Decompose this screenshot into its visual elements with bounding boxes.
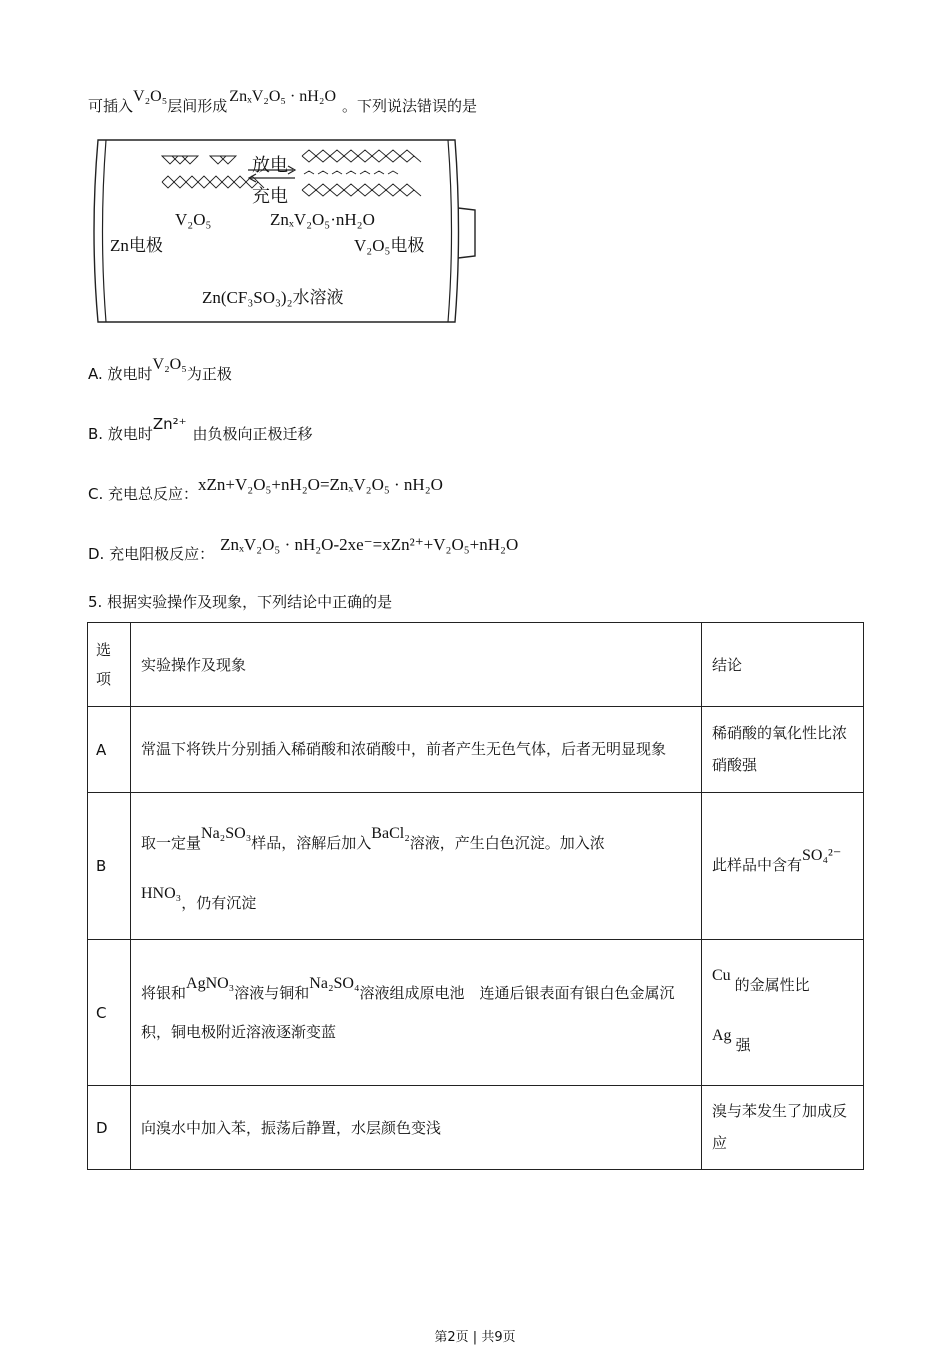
diagram-znx-label: ZnₓV₂O₅·nH₂O [270,210,375,229]
row-c-key: C [88,940,131,1086]
row-c-concl-formula-2: Ag [712,1026,732,1044]
diagram-v2o5-label: V₂O₅ [175,210,212,229]
option-b-prefix: B. 放电时 [88,425,153,443]
row-c-op-text-3: 溶液组成原电池 连通后银表面有银白色金属沉积，铜电极附近溶液逐渐变蓝 [141,984,675,1041]
header-operation: 实验操作及现象 [131,623,702,707]
row-c-conclusion [702,940,864,1086]
option-d-prefix: D. 充电阳极反应： [88,545,215,563]
diagram-v2o5-electrode-label: V₂O₅电极 [354,236,425,255]
intro-text-2: 层间形成 [167,97,228,115]
diagram-zn-electrode-label: Zn电极 [110,236,163,255]
option-b-formula: Zn²⁺ [152,415,187,433]
option-a-suffix: 为正极 [186,365,232,383]
table-row [88,1086,864,1170]
row-d-key: D [88,1086,131,1170]
row-b-key: B [88,793,131,940]
intro-text-1: 可插入 [88,97,134,115]
option-c [88,475,443,504]
row-b-op-text-3: 溶液，产生白色沉淀。加入浓 [409,834,605,853]
row-c-op-formula-2: Na₂SO₄ [309,975,360,993]
row-c-concl-formula-1: Cu [712,966,731,984]
option-a-prefix: A. 放电时 [88,365,153,383]
header-option: 选项 [88,623,131,707]
header-conclusion: 结论 [702,623,864,707]
row-b-op-text-2: 样品，溶解后加入 [251,834,372,853]
row-b-conclusion [702,793,864,940]
row-b-op-formula-1: Na₂SO₃ [201,825,252,843]
row-b-op-text-4: ，仍有沉淀 [181,894,257,913]
row-d-conclusion: 溴与苯发生了加成反应 [702,1086,864,1170]
table-row [88,707,864,793]
row-b-concl-text: 此样品中含有 [712,856,803,875]
intro-formula-v2o5: V₂O₅ [133,88,168,105]
q5-title: 5. 根据实验操作及现象，下列结论中正确的是 [88,593,393,611]
table-header-row [88,623,864,707]
row-a-operation: 常温下将铁片分别插入稀硝酸和浓硝酸中，前者产生无色气体，后者无明显现象 [131,707,702,793]
option-d-formula: ZnₓV₂O₅ · nH₂O-2xe⁻=xZn²⁺+V₂O₅+nH₂O [220,535,519,554]
row-c-op-text-2: 溶液与铜和 [234,984,310,1003]
row-b-concl-formula: SO₄²⁻ [802,847,842,865]
option-c-prefix: C. 充电总反应： [88,485,199,503]
option-b-suffix: 由负极向正极迁移 [192,425,313,443]
q5-table [87,622,864,1170]
diagram-charge-label: 充电 [252,186,288,206]
row-c-op-text-1: 将银和 [141,984,187,1003]
intro-line [88,88,478,116]
row-c-op-formula-1: AgNO₃ [186,975,235,993]
table-row [88,940,864,1086]
table-row [88,793,864,940]
battery-diagram [90,138,480,326]
row-a-key: A [88,707,131,793]
row-b-op-formula-2: BaCl₂ [371,825,410,843]
diagram-discharge-label: 放电 [252,155,288,175]
row-c-operation [131,940,702,1086]
option-c-formula: xZn+V₂O₅+nH₂O=ZnₓV₂O₅ · nH₂O [198,475,443,494]
intro-formula-znx: ZnₓV₂O₅ · nH₂O [229,88,336,105]
option-a [88,356,232,384]
row-b-op-formula-3: HNO₃ [141,885,182,903]
row-c-concl-text-1: 的金属性比 [734,975,810,994]
row-d-operation: 向溴水中加入苯，振荡后静置，水层颜色变浅 [131,1086,702,1170]
row-b-operation [131,793,702,940]
option-d [88,535,519,564]
option-b [88,415,313,444]
intro-text-3: 。下列说法错误的是 [342,97,478,115]
option-a-formula: V₂O₅ [152,356,187,373]
row-a-conclusion: 稀硝酸的氧化性比浓硝酸强 [702,707,864,793]
page-footer: 第2页 | 共9页 [434,1330,516,1345]
diagram-electrolyte-label: Zn(CF₃SO₃)₂水溶液 [202,288,344,307]
row-c-concl-text-2: 强 [735,1035,751,1054]
row-b-op-text-1: 取一定量 [141,834,202,853]
